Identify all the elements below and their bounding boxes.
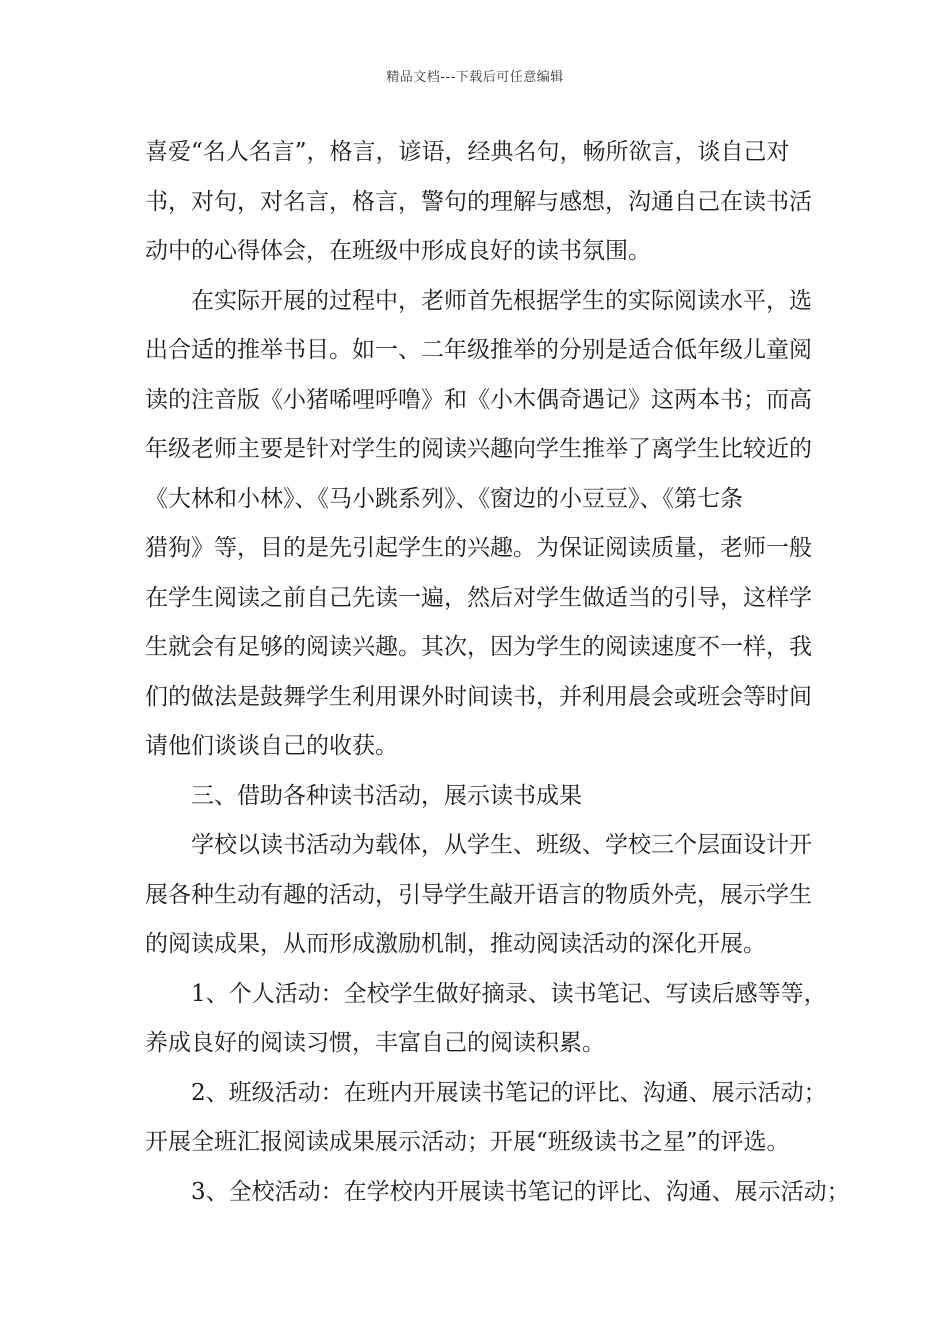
text-line: 《大林和小林》、《马小跳系列》、《窗边的小豆豆》、《第七条	[145, 485, 743, 512]
text-line: 喜爱“名人名言”，格言，谚语，经典名句，畅所欲言，谈自己对	[145, 139, 790, 165]
paragraph	[145, 128, 825, 277]
text-line: 读的注音版《小猪唏哩呼噜》和《小木偶奇遇记》这两本书；而高	[145, 386, 812, 413]
text-line: 书，对句，对名言，格言，警句的理解与感想，沟通自己在读书活	[145, 188, 812, 215]
text-line: 3、全校活动：在学校内开展读书笔记的评比、沟通、展示活动；	[191, 1178, 850, 1205]
text-line: 的阅读成果，从而形成激励机制，推动阅读活动的深化开展。	[145, 931, 766, 957]
text-line: 开展全班汇报阅读成果展示活动；开展“班级读书之星”的评选。	[145, 1129, 790, 1155]
paragraph	[145, 277, 825, 772]
text-line: 三、借助各种读书活动，展示读书成果	[191, 782, 582, 809]
paragraph	[145, 1168, 850, 1218]
text-line: 出合适的推举书目。如一、二年级推举的分别是适合低年级儿童阅	[145, 337, 812, 363]
text-line: 请他们谈谈自己的收获。	[145, 733, 398, 759]
page-header: 精品文档---下载后可任意编辑	[386, 70, 564, 85]
text-line: 1、个人活动：全校学生做好摘录、读书笔记、写读后感等等，	[191, 980, 827, 1007]
section-heading	[145, 772, 825, 822]
paragraph	[145, 821, 825, 970]
text-line: 养成良好的阅读习惯，丰富自己的阅读积累。	[145, 1030, 605, 1056]
text-line: 学校以读书活动为载体，从学生、班级、学校三个层面设计开	[191, 832, 812, 858]
paragraph	[145, 1069, 825, 1168]
text-line: 展各种生动有趣的活动，引导学生敲开语言的物质外壳，展示学生	[145, 881, 812, 908]
paragraph	[145, 970, 825, 1069]
text-line: 们的做法是鼓舞学生利用课外时间读书，并利用晨会或班会等时间	[145, 683, 812, 710]
document-body	[145, 128, 850, 1217]
text-line: 在学生阅读之前自己先读一遍，然后对学生做适当的引导，这样学	[145, 584, 812, 611]
text-line: 在实际开展的过程中，老师首先根据学生的实际阅读水平，选	[191, 287, 812, 314]
text-line: 2、班级活动：在班内开展读书笔记的评比、沟通、展示活动；	[191, 1079, 827, 1106]
text-line: 生就会有足够的阅读兴趣。其次，因为学生的阅读速度不一样，我	[145, 634, 812, 660]
text-line: 猎狗》等，目的是先引起学生的兴趣。为保证阅读质量，老师一般	[145, 535, 812, 561]
text-line: 年级老师主要是针对学生的阅读兴趣向学生推举了离学生比较近的	[145, 436, 812, 462]
text-line: 动中的心得体会，在班级中形成良好的读书氛围。	[145, 238, 651, 264]
